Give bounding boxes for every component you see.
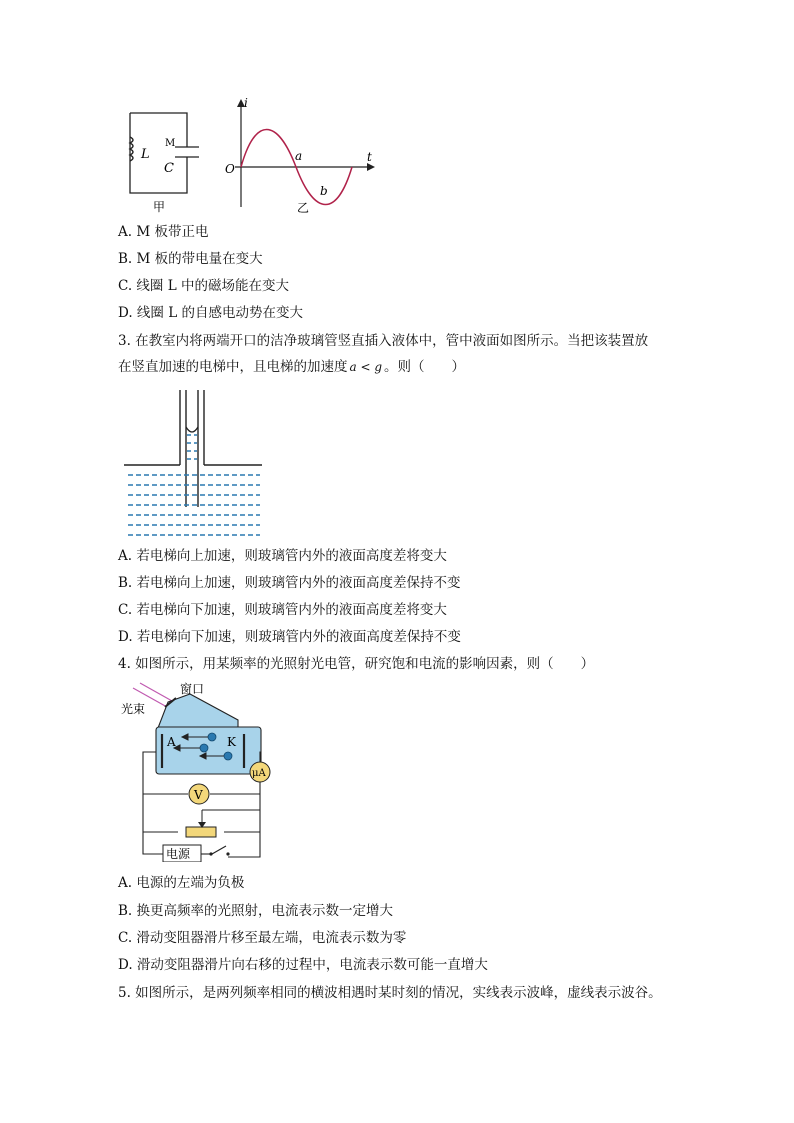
window-label: 窗口 (180, 682, 205, 696)
q3-option-c: C. 若电梯向下加速，则玻璃管内外的液面高度差将变大 (118, 602, 447, 618)
axis-i-label: i (244, 96, 248, 110)
lc-circuit-figure (115, 95, 385, 220)
q3-math-a-lt-g: a < g (349, 360, 383, 374)
q2-option-b: B. M 板的带电量在变大 (118, 251, 263, 267)
q4-option-b: B. 换更高频率的光照射，电流表示数一定增大 (118, 903, 394, 919)
label-L: L (141, 147, 150, 162)
voltmeter-label: V (194, 788, 203, 802)
q3-stem-line2 (118, 358, 465, 376)
q3-option-b: B. 若电梯向上加速，则玻璃管内外的液面高度差保持不变 (118, 575, 461, 591)
label-M: M (165, 138, 176, 149)
source-label: 电源 (166, 847, 191, 861)
q2-option-c: C. 线圈 L 中的磁场能在变大 (118, 278, 289, 294)
ammeter-label: μA (252, 768, 266, 779)
point-b-label: b (320, 184, 328, 198)
q4-option-a: A. 电源的左端为负极 (118, 875, 245, 891)
axis-t-label: t (367, 150, 372, 164)
q2-option-a: A. M 板带正电 (118, 224, 209, 240)
q3-stem-line2-pre: 在竖直加速的电梯中，且电梯的加速度 (118, 359, 348, 375)
q3-option-a: A. 若电梯向上加速，则玻璃管内外的液面高度差将变大 (118, 548, 447, 564)
point-a-label: a (295, 149, 303, 163)
anode-label: A (167, 735, 176, 749)
cathode-label: K (227, 735, 236, 749)
q3-stem-line1: 3. 在教室内将两端开口的洁净玻璃管竖直插入液体中，管中液面如图所示。当把该装置放 (118, 333, 649, 349)
q4-option-d: D. 滑动变阻器滑片向右移的过程中，电流表示数可能一直增大 (118, 957, 488, 973)
q4-stem: 4. 如图所示，用某频率的光照射光电管，研究饱和电流的影响因素，则（ ） (118, 656, 595, 672)
q4-option-c: C. 滑动变阻器滑片移至最左端，电流表示数为零 (118, 930, 407, 946)
q3-stem-line2-post: 。则（ ） (384, 359, 466, 375)
q2-option-d: D. 线圈 L 的自感电动势在变大 (118, 305, 303, 321)
q3-option-d: D. 若电梯向下加速，则玻璃管内外的液面高度差保持不变 (118, 629, 461, 645)
capillary-figure (120, 385, 270, 540)
label-C: C (164, 161, 174, 176)
photocell-circuit-figure (118, 682, 283, 862)
caption-jia: 甲 (153, 200, 166, 214)
it-graph (235, 99, 375, 207)
beam-label: 光束 (121, 702, 146, 716)
q5-stem: 5. 如图所示，是两列频率相同的横波相遇时某时刻的情况，实线表示波峰，虚线表示波谷。 (118, 985, 662, 1001)
caption-yi: 乙 (297, 201, 310, 215)
origin-label: O (225, 162, 235, 176)
